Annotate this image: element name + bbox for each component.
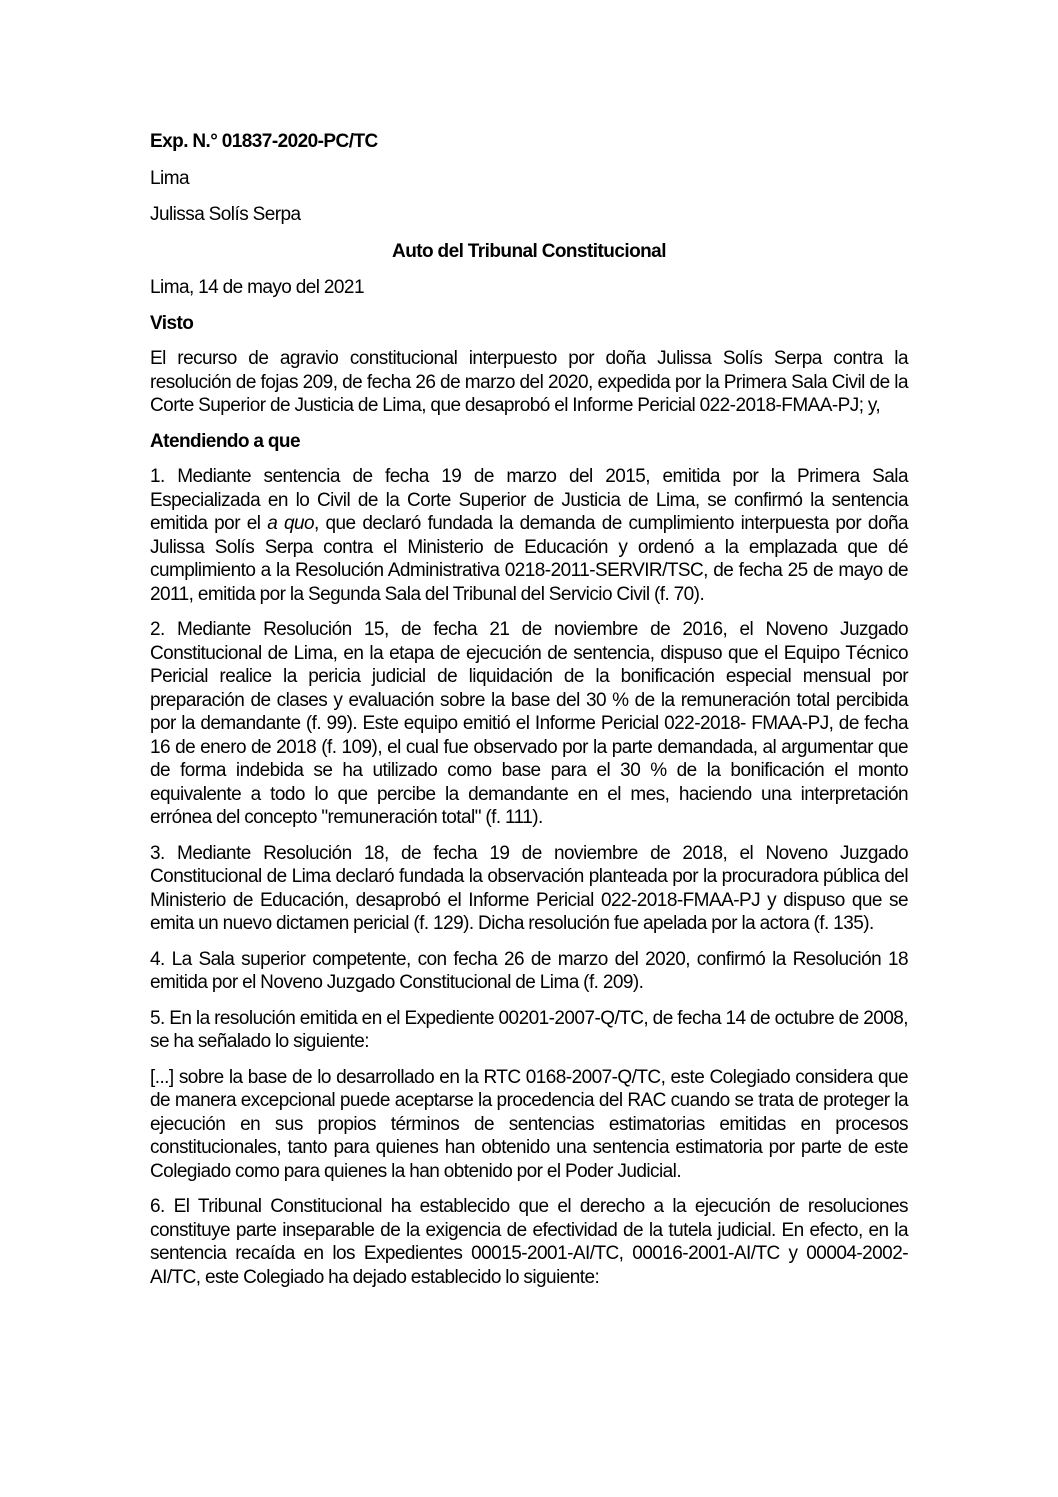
city-label: Lima — [150, 167, 189, 189]
paragraph-2: 2. Mediante Resolución 15, de fecha 21 de noviembre de 2016, el Noveno Juzgado Constitucional de Lima, en la etapa de ejecución de sentencia, dispuso que el Equipo Técnico Pericial realice la pericia judicial de liquidación de la bonificación especial mensual por preparación de clases y evaluación sobre la base del 30 % de la remuneración total percibida por la demandante (f. 99). Este equipo emitió el Informe Pericial 022-2018- FMAA-PJ, de fecha 16 de enero de 2018 (f. 109), el cual fue observado por la parte demandada, al argumentar que de forma indebida se ha utilizado como base para el 30 % de la bonificación el monto equivalente a todo lo que percibe la demandante en el mes, haciendo una interpretación errónea del concepto "remuneración total" (f. 111). — [150, 619, 908, 828]
paragraph-3: 3. Mediante Resolución 18, de fecha 19 de noviembre de 2018, el Noveno Juzgado Constitucional de Lima declaró fundada la observación planteada por la procuradora pública del Ministerio de Educación, desaprobó el Informe Pericial 022-2018-FMAA-PJ y dispuso que se emita un nuevo dictamen pericial (f. 129). Dicha resolución fue apelada por la actora (f. 135). — [150, 842, 908, 934]
party-name: Julissa Solís Serpa — [150, 204, 301, 225]
visto-heading: Visto — [150, 312, 194, 334]
expediente-number: Exp. N.° 01837-2020-PC/TC — [150, 131, 378, 152]
paragraph-1-text-a: 1. Mediante sentencia de fecha 19 de marzo del 2015, emitida por la Primera Sala Especializada en lo Civil de la Corte Superior de Justicia de Lima, se confirmó la sentencia emitida por el — [150, 466, 908, 534]
atendiendo-heading: Atendiendo a que — [150, 430, 300, 452]
quoted-block: [...] sobre la base de lo desarrollado en la RTC 0168-2007-Q/TC, este Colegiado considera que de manera excepcional puede aceptarse la procedencia del RAC cuando se trata de proteger la ejecución en sus propios términos de sentencias estimatorias emitidas en procesos constitucionales, tanto para quienes han obtenido una sentencia estimatoria por parte de este Colegiado como para quienes la han obtenido por el Poder Judicial. — [150, 1066, 908, 1182]
paragraph-1-text-b: , que declaró fundada la demanda de cumplimiento interpuesta por doña Julissa Solís Serpa contra el Ministerio de Educación y ordenó a la emplazada que dé cumplimiento a la Resolución Administrativa 0218-2011-SERVIR/TSC, de fecha 25 de mayo de 2011, emitida por la Segunda Sala del Tribunal del Servicio Civil (f. 70). — [150, 513, 909, 605]
paragraph-4: 4. La Sala superior competente, con fecha 26 de marzo del 2020, confirmó la Resolución 18 emitida por el Noveno Juzgado Constitucional de Lima (f. 209). — [150, 948, 908, 993]
document-date: Lima, 14 de mayo del 2021 — [150, 277, 364, 298]
paragraph-1-italic: a quo — [267, 513, 315, 534]
paragraph-1 — [150, 465, 908, 606]
visto-paragraph: El recurso de agravio constitucional interpuesto por doña Julissa Solís Serpa contra la resolución de fojas 209, de fecha 26 de marzo del 2020, expedida por la Primera Sala Civil de la Corte Superior de Justicia de Lima, que desaprobó el Informe Pericial 022-2018-FMAA-PJ; y, — [150, 348, 908, 416]
paragraph-6: 6. El Tribunal Constitucional ha establecido que el derecho a la ejecución de resoluciones constituye parte inseparable de la exigencia de efectividad de la tutela judicial. En efecto, en la sentencia recaída en los Expedientes 00015-2001-AI/TC, 00016-2001-AI/TC y 00004-2002-AI/TC, este Colegiado ha dejado establecido lo siguiente: — [150, 1196, 908, 1288]
document-page — [150, 130, 908, 1289]
paragraph-5: 5. En la resolución emitida en el Expediente 00201-2007-Q/TC, de fecha 14 de octubre de 2008, se ha señalado lo siguiente: — [150, 1007, 908, 1052]
document-title: Auto del Tribunal Constitucional — [392, 240, 666, 262]
